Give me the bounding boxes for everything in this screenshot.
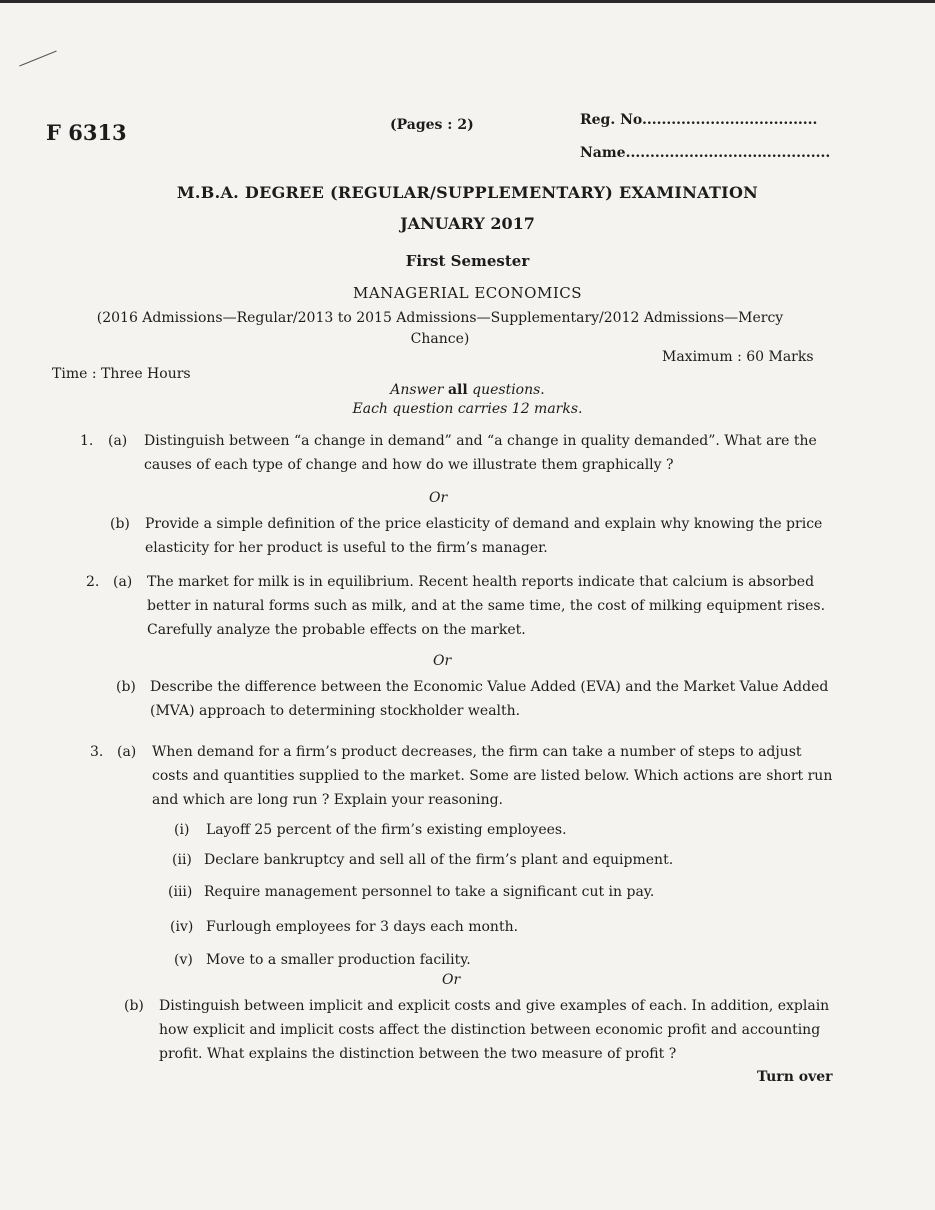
sub-item [174, 952, 471, 968]
sub-item-label: (iv) [170, 919, 194, 935]
sub-item-text: Furlough employees for 3 days each month. [206, 919, 519, 935]
part-label: (a) [117, 744, 137, 760]
question-text: Distinguish between implicit and explicit costs and give examples of each. In addition, explain how explicit and implicit costs affect the distinction between economic profit and accounting profit. What explains the distinction between the two measure of profit ? [159, 998, 830, 1062]
subject: MANAGERIAL ECONOMICS [352, 284, 583, 302]
question-text: Distinguish between “a change in demand” and “a change in quality demanded”. What are the causes of each type of change and how do we illustrate them graphically ? [144, 433, 817, 473]
instruction-answer-all [0, 382, 935, 398]
sub-item [172, 852, 673, 868]
question-number: 2. [86, 574, 100, 590]
sub-item-text: Require management personnel to take a significant cut in pay. [204, 884, 655, 900]
exam-month: JANUARY 2017 [400, 214, 535, 233]
sub-item-label: (i) [174, 822, 190, 838]
question-text: When demand for a firm’s product decreases, the firm can take a number of steps to adjust costs and quantities supplied to the market. Some are listed below. Which actions are short run and which are long run ? Explain your reasoning. [152, 744, 833, 808]
reg-no-field: Reg. No.................................... [580, 112, 818, 128]
time-allowed: Time : Three Hours [52, 366, 191, 382]
question-text: The market for milk is in equilibrium. Recent health reports indicate that calcium is absorbed better in natural forms such as milk, and at the same time, the cost of milking equipment rises. Carefully analyze the probable effects on the market. [147, 574, 826, 638]
sub-item-label: (ii) [172, 852, 192, 868]
sub-item [168, 884, 654, 900]
instruction-bold: all [447, 382, 468, 398]
sub-item [170, 919, 518, 935]
part-label: (a) [113, 574, 133, 590]
part-label: (b) [124, 998, 144, 1014]
question-number: 1. [80, 433, 94, 449]
or-separator: Or [433, 653, 452, 669]
part-label: (b) [110, 516, 130, 532]
part-label: (a) [108, 433, 128, 449]
question-text: Describe the difference between the Economic Value Added (EVA) and the Market Value Added (MVA) approach to determining stockholder wealth. [150, 679, 829, 719]
name-field: Name.......................................... [580, 145, 831, 161]
pen-mark [19, 51, 56, 67]
sub-item-text: Move to a smaller production facility. [206, 952, 471, 968]
question-number: 3. [90, 744, 104, 760]
pages-count: (Pages : 2) [390, 117, 474, 133]
sub-item-text: Declare bankruptcy and sell all of the firm’s plant and equipment. [204, 852, 674, 868]
semester: First Semester [405, 252, 530, 270]
sub-item [174, 822, 567, 838]
question-text: Provide a simple definition of the price elasticity of demand and explain why knowing the price elasticity for her product is useful to the firm’s manager. [145, 516, 823, 556]
exam-title: M.B.A. DEGREE (REGULAR/SUPPLEMENTARY) EXAMINATION [176, 183, 759, 202]
sub-item-label: (iii) [168, 884, 193, 900]
turn-over: Turn over [757, 1069, 833, 1085]
max-marks: Maximum : 60 Marks [662, 349, 814, 365]
instruction-suffix: questions. [472, 382, 545, 398]
scan-top-edge [0, 0, 935, 3]
or-separator: Or [442, 972, 461, 988]
paper-code: F 6313 [46, 120, 127, 145]
or-separator: Or [429, 490, 448, 506]
admissions-note: (2016 Admissions—Regular/2013 to 2015 Admissions—Supplementary/2012 Admissions—Mercy Chance) [96, 310, 784, 347]
instruction-marks: Each question carries 12 marks. [352, 401, 583, 417]
sub-item-label: (v) [174, 952, 193, 968]
instruction-prefix: Answer [390, 382, 444, 398]
sub-item-text: Layoff 25 percent of the firm’s existing employees. [206, 822, 567, 838]
part-label: (b) [116, 679, 136, 695]
